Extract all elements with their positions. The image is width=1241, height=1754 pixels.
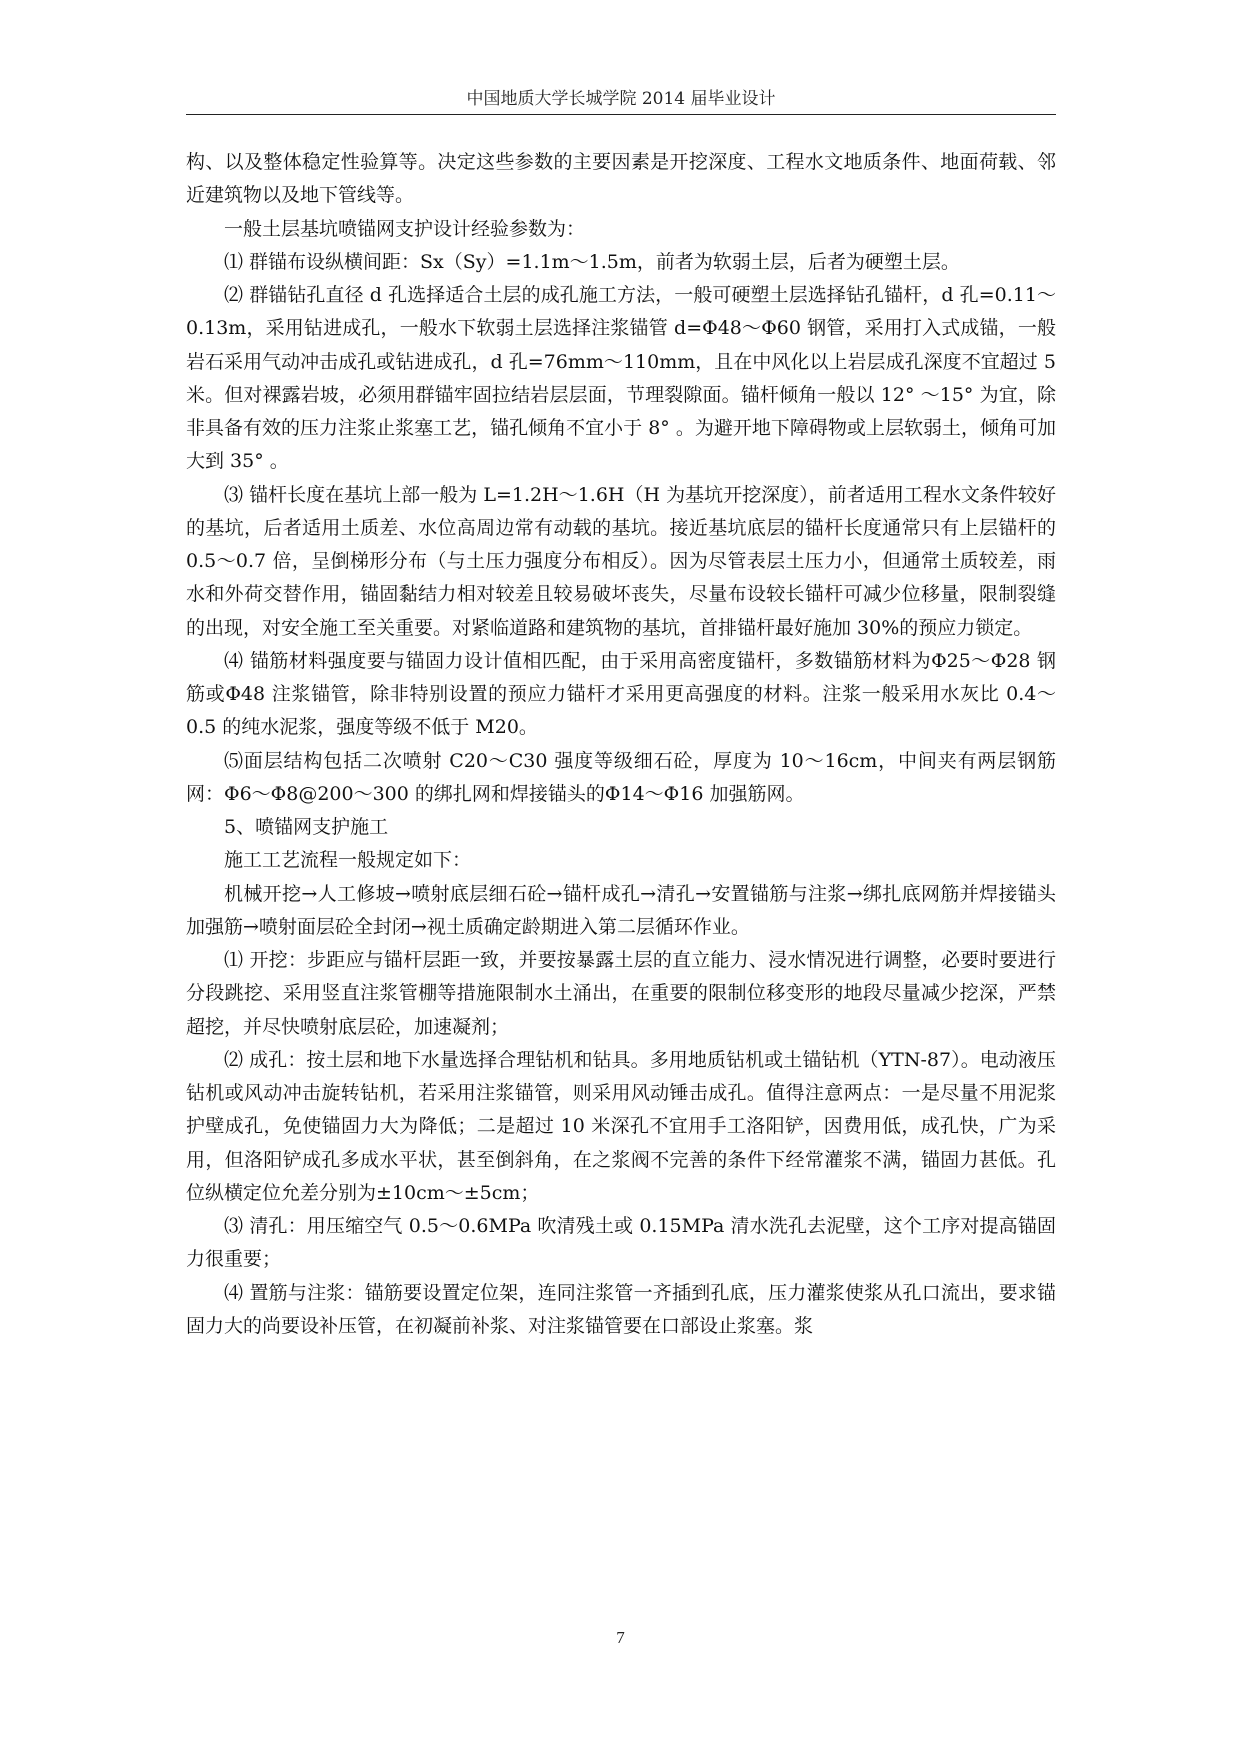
paragraph: ⑶ 锚杆长度在基坑上部一般为 L=1.2H～1.6H（H 为基坑开挖深度），前者适用工程水文条件较好的基坑，后者适用土质差、水位高周边常有动载的基坑。接近基坑底层的锚杆长度通常只有上层锚杆的 0.5～0.7 倍，呈倒梯形分布（与土压力强度分布相反）。因为尽管表层土压力小，但通常土质较差，雨水和外荷交替作用，锚固黏结力相对较差且较易破坏丧失，尽量布设较长锚杆可减少位移量，限制裂缝的出现，对安全施工至关重要。对紧临道路和建筑物的基坑，首排锚杆最好施加 30%的预应力锁定。 — [186, 483, 1056, 639]
section-heading: 5、喷锚网支护施工 — [224, 816, 389, 838]
paragraph: ⑴ 开挖：步距应与锚杆层距一致，并要按暴露土层的直立能力、浸水情况进行调整，必要时要进行分段跳挖、采用竖直注浆管棚等措施限制水土涌出，在重要的限制位移变形的地段尽量减少挖深，严禁超挖，并尽快喷射底层砼，加速凝剂； — [186, 949, 1056, 1038]
paragraph: ⑷ 置筋与注浆：锚筋要设置定位架，连同注浆管一齐插到孔底，压力灌浆使浆从孔口流出，要求锚固力大的尚要设补压管，在初凝前补浆、对注浆锚管要在口部设止浆塞。浆 — [186, 1281, 1056, 1337]
paragraph: ⑵ 成孔：按土层和地下水量选择合理钻机和钻具。多用地质钻机或土锚钻机（YTN-87）。电动液压钻机或风动冲击旋转钻机，若采用注浆锚管，则采用风动锤击成孔。值得注意两点：一是尽量不用泥浆护壁成孔，免使锚固力大为降低；二是超过 10 米深孔不宜用手工洛阳铲，因费用低，成孔快，广为采用，但洛阳铲成孔多成水平状，甚至倒斜角，在之浆阀不完善的条件下经常灌浆不满，锚固力甚低。孔位纵横定位允差分别为±10cm～±5cm； — [186, 1048, 1056, 1204]
paragraph: 构、以及整体稳定性验算等。决定这些参数的主要因素是开挖深度、工程水文地质条件、地面荷载、邻近建筑物以及地下管线等。 — [186, 151, 1056, 207]
paragraph: ⑸面层结构包括二次喷射 C20～C30 强度等级细石砼，厚度为 10～16cm，中间夹有两层钢筋网：Φ6～Φ8@200～300 的绑扎网和焊接锚头的Φ14～Φ16 加强筋网。 — [186, 749, 1056, 805]
paragraph: ⑴ 群锚布设纵横间距：Sx（Sy）=1.1m～1.5m，前者为软弱土层，后者为硬塑土层。 — [224, 250, 960, 273]
paragraph: ⑵ 群锚钻孔直径 d 孔选择适合土层的成孔施工方法，一般可硬塑土层选择钻孔锚杆，d 孔=0.11～0.13m，采用钻进成孔，一般水下软弱土层选择注浆锚管 d=Φ48～Φ60 钢管，采用打入式成锚，一般岩石采用气动冲击成孔或钻进成孔，d 孔=76mm～110mm，且在中风化以上岩层成孔深度不宜超过 5 米。但对裸露岩坡，必须用群锚牢固拉结岩层层面，节理裂隙面。锚杆倾角一般以 12° ～15° 为宜，除非具备有效的压力注浆止浆塞工艺，锚孔倾角不宜小于 8° 。为避开地下障碍物或上层软弱土，倾角可加大到 35° 。 — [186, 284, 1056, 473]
paragraph: ⑶ 清孔：用压缩空气 0.5～0.6MPa 吹清残土或 0.15MPa 清水洗孔去泥壁，这个工序对提高锚固力很重要； — [186, 1215, 1056, 1271]
page-number: 7 — [616, 1628, 625, 1647]
header-divider — [186, 114, 1056, 115]
process-flow: 机械开挖→人工修坡→喷射底层细石砼→锚杆成孔→清孔→安置锚筋与注浆→绑扎底网筋并焊接锚头加强筋→喷射面层砼全封闭→视土质确定龄期进入第二层循环作业。 — [186, 882, 1056, 938]
paragraph: 施工工艺流程一般规定如下： — [224, 849, 472, 872]
running-header: 中国地质大学长城学院 2014 届毕业设计 — [466, 89, 776, 109]
paragraph: ⑷ 锚筋材料强度要与锚固力设计值相匹配，由于采用高密度锚杆，多数锚筋材料为Φ25～Φ28 钢筋或Φ48 注浆锚管，除非特别设置的预应力锚杆才采用更高强度的材料。注浆一般采用水灰比 0.4～0.5 的纯水泥浆，强度等级不低于 M20。 — [186, 649, 1056, 739]
paragraph: 一般土层基坑喷锚网支护设计经验参数为： — [224, 217, 586, 240]
body-text — [186, 146, 1056, 1343]
